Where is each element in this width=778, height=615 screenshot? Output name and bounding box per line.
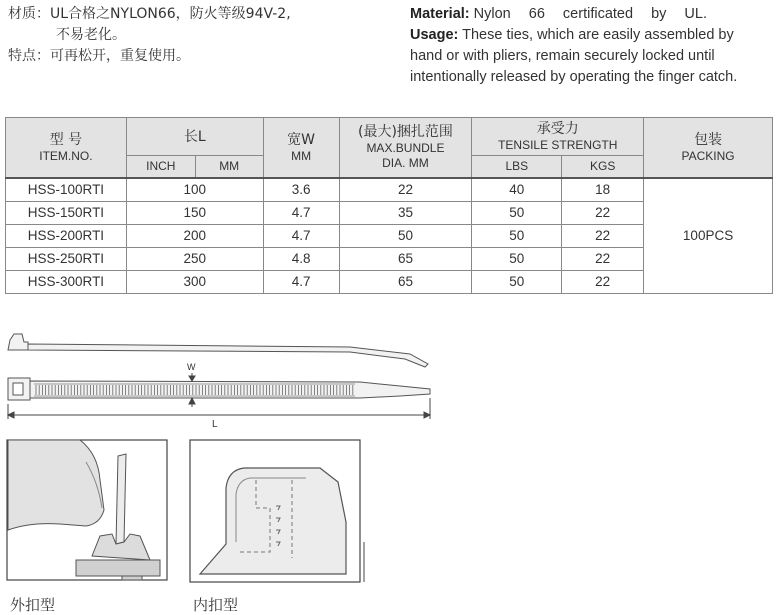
feature-cn-line xyxy=(8,46,403,67)
cell-width: 4.7 xyxy=(263,224,339,247)
cell-kgs: 22 xyxy=(562,201,644,224)
cell-lbs: 50 xyxy=(472,270,562,293)
cell-packing: 100PCS xyxy=(644,178,773,294)
usage-en-line-2: hand or with pliers, remain securely locked until xyxy=(410,48,715,64)
cell-lbs: 50 xyxy=(472,201,562,224)
inner-catch-inset xyxy=(190,440,364,582)
cell-kgs: 18 xyxy=(562,178,644,202)
cell-width: 3.6 xyxy=(263,178,339,202)
cell-bundle: 35 xyxy=(339,201,472,224)
material-en-line xyxy=(410,4,770,25)
intro-chinese xyxy=(8,4,403,67)
material-cn-line-2: 不易老化。 xyxy=(56,27,126,43)
cell-item: HSS-150RTI xyxy=(6,201,127,224)
cell-length: 200 xyxy=(126,224,263,247)
cell-length: 250 xyxy=(126,247,263,270)
header-mm: MM xyxy=(195,156,263,178)
cell-item: HSS-100RTI xyxy=(6,178,127,202)
inner-catch-caption: 内扣型 xyxy=(193,596,239,614)
header-bundle: (最大)捆扎范围 MAX.BUNDLE DIA. MM xyxy=(339,118,472,178)
cell-bundle: 65 xyxy=(339,270,472,293)
feature-cn-label: 特点： xyxy=(8,48,50,64)
header-kgs: KGS xyxy=(562,156,644,178)
spec-table xyxy=(5,117,773,294)
cell-width: 4.7 xyxy=(263,201,339,224)
usage-en-line xyxy=(410,25,770,46)
cell-length: 100 xyxy=(126,178,263,202)
cell-item: HSS-300RTI xyxy=(6,270,127,293)
table-row xyxy=(6,178,773,202)
header-inch: INCH xyxy=(126,156,195,178)
usage-en-line-3: intentionally released by operating the finger catch. xyxy=(410,69,738,85)
header-tensile: 承受力 TENSILE STRENGTH xyxy=(472,118,644,156)
material-cn-label: 材质： xyxy=(8,6,50,22)
header-item: 型 号 ITEM.NO. xyxy=(6,118,127,178)
cell-bundle: 22 xyxy=(339,178,472,202)
cell-bundle: 65 xyxy=(339,247,472,270)
cell-lbs: 50 xyxy=(472,247,562,270)
cell-width: 4.7 xyxy=(263,270,339,293)
cell-kgs: 22 xyxy=(562,247,644,270)
cell-item: HSS-200RTI xyxy=(6,224,127,247)
header-lbs: LBS xyxy=(472,156,562,178)
material-en-text: Nylon 66 certificated by UL. xyxy=(473,6,707,22)
cell-lbs: 50 xyxy=(472,224,562,247)
usage-en-label: Usage: xyxy=(410,27,459,43)
cable-tie-drawing xyxy=(0,318,778,428)
header-packing: 包装 PACKING xyxy=(644,118,773,178)
material-cn-text: UL合格之NYLON66，防火等级94V-2, xyxy=(50,6,291,22)
material-cn-line xyxy=(8,4,403,25)
cell-bundle: 50 xyxy=(339,224,472,247)
cell-kgs: 22 xyxy=(562,270,644,293)
cell-length: 300 xyxy=(126,270,263,293)
header-width: 宽W MM xyxy=(263,118,339,178)
lock-insets xyxy=(0,432,380,592)
length-label: L xyxy=(212,419,218,428)
material-en-label: Material: xyxy=(410,6,470,22)
cell-length: 150 xyxy=(126,201,263,224)
intro-english xyxy=(410,4,770,88)
cell-lbs: 40 xyxy=(472,178,562,202)
header-length: 长L xyxy=(126,118,263,156)
length-marker xyxy=(8,398,430,419)
feature-cn-text: 可再松开，重复使用。 xyxy=(50,48,190,64)
tie-side-view xyxy=(8,334,428,367)
outer-catch-inset xyxy=(7,440,167,580)
cell-width: 4.8 xyxy=(263,247,339,270)
cell-item: HSS-250RTI xyxy=(6,247,127,270)
outer-catch-caption: 外扣型 xyxy=(10,596,56,614)
usage-en-text: These ties, which are easily assembled by xyxy=(462,27,734,43)
cell-kgs: 22 xyxy=(562,224,644,247)
width-label: W xyxy=(187,362,196,372)
